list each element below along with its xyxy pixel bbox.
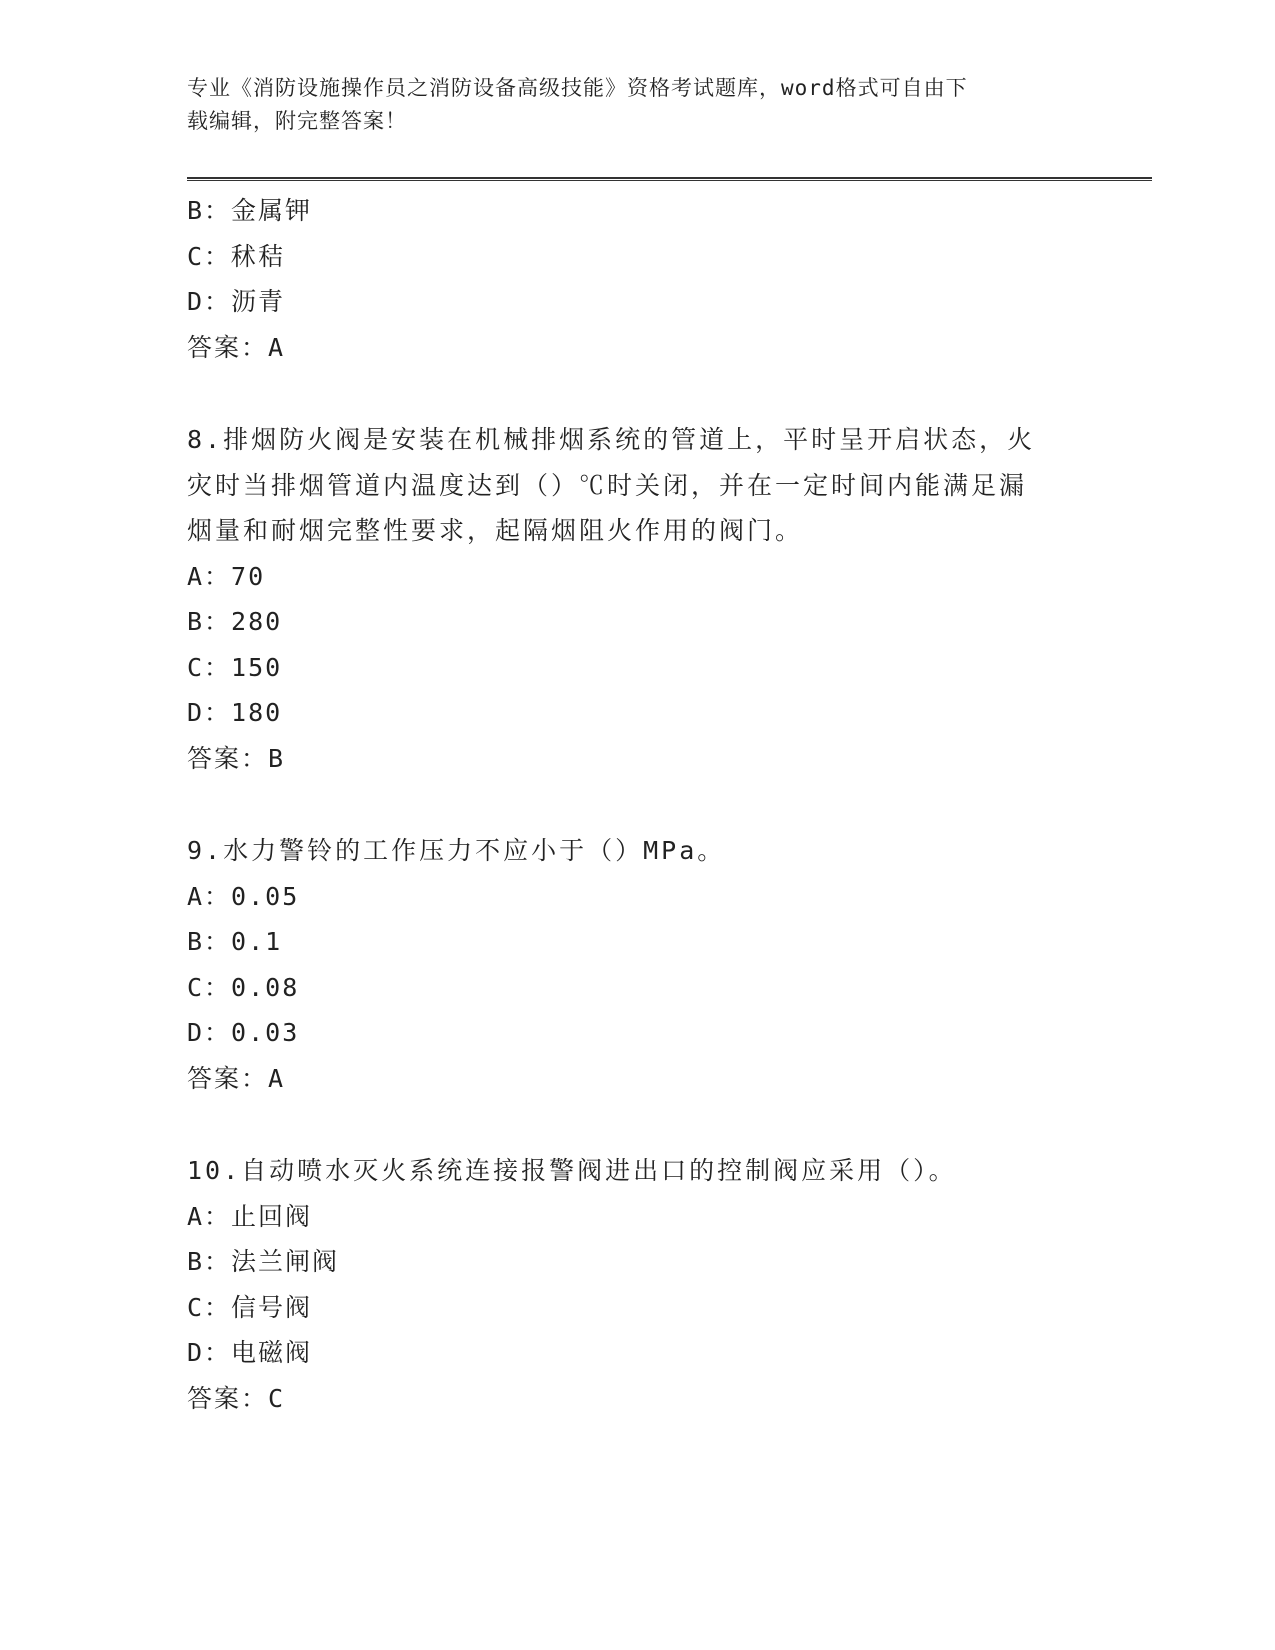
question-stem-line: 烟量和耐烟完整性要求，起隔烟阻火作用的阀门。 xyxy=(187,516,804,545)
answer-line: 答案：C xyxy=(187,1383,286,1413)
option-d: D：电磁阀 xyxy=(187,1338,313,1367)
answer-line: 答案：A xyxy=(187,332,286,362)
header-line-1: 专业《消防设施操作员之消防设备高级技能》资格考试题库，word格式可自由下 xyxy=(187,76,968,100)
option-c: C：信号阀 xyxy=(187,1292,313,1322)
option-b: B：280 xyxy=(187,607,283,636)
question-9 xyxy=(187,828,1087,1101)
option-c: C：150 xyxy=(187,652,283,682)
page-header xyxy=(187,72,1087,138)
header-line-2: 载编辑，附完整答案！ xyxy=(187,109,407,133)
option-d: D：0.03 xyxy=(187,1018,300,1047)
answer-line: 答案：A xyxy=(187,1063,286,1093)
answer-line: 答案：B xyxy=(187,743,286,773)
question-10 xyxy=(187,1148,1087,1421)
option-a: A：70 xyxy=(187,561,266,591)
question-stem-line: 10.自动喷水灭火系统连接报警阀进出口的控制阀应采用（）。 xyxy=(187,1156,957,1185)
option-c: C：秫秸 xyxy=(187,241,286,271)
partial-question xyxy=(187,188,1087,370)
option-d: D：沥青 xyxy=(187,287,286,316)
option-a: A：0.05 xyxy=(187,881,300,911)
question-8 xyxy=(187,417,1087,781)
option-b: B：0.1 xyxy=(187,927,283,956)
option-a: A：止回阀 xyxy=(187,1201,313,1231)
option-d: D：180 xyxy=(187,698,283,727)
option-b: B：法兰闸阀 xyxy=(187,1247,340,1276)
option-c: C：0.08 xyxy=(187,972,300,1002)
question-stem-line: 9.水力警铃的工作压力不应小于（）MPa。 xyxy=(187,836,726,865)
option-b: B：金属钾 xyxy=(187,196,313,225)
header-divider xyxy=(187,177,1152,181)
question-list xyxy=(187,188,1087,1421)
question-stem-line: 8.排烟防火阀是安装在机械排烟系统的管道上，平时呈开启状态，火 xyxy=(187,425,1036,454)
question-stem-line: 灾时当排烟管道内温度达到（）℃时关闭，并在一定时间内能满足漏 xyxy=(187,470,1028,500)
